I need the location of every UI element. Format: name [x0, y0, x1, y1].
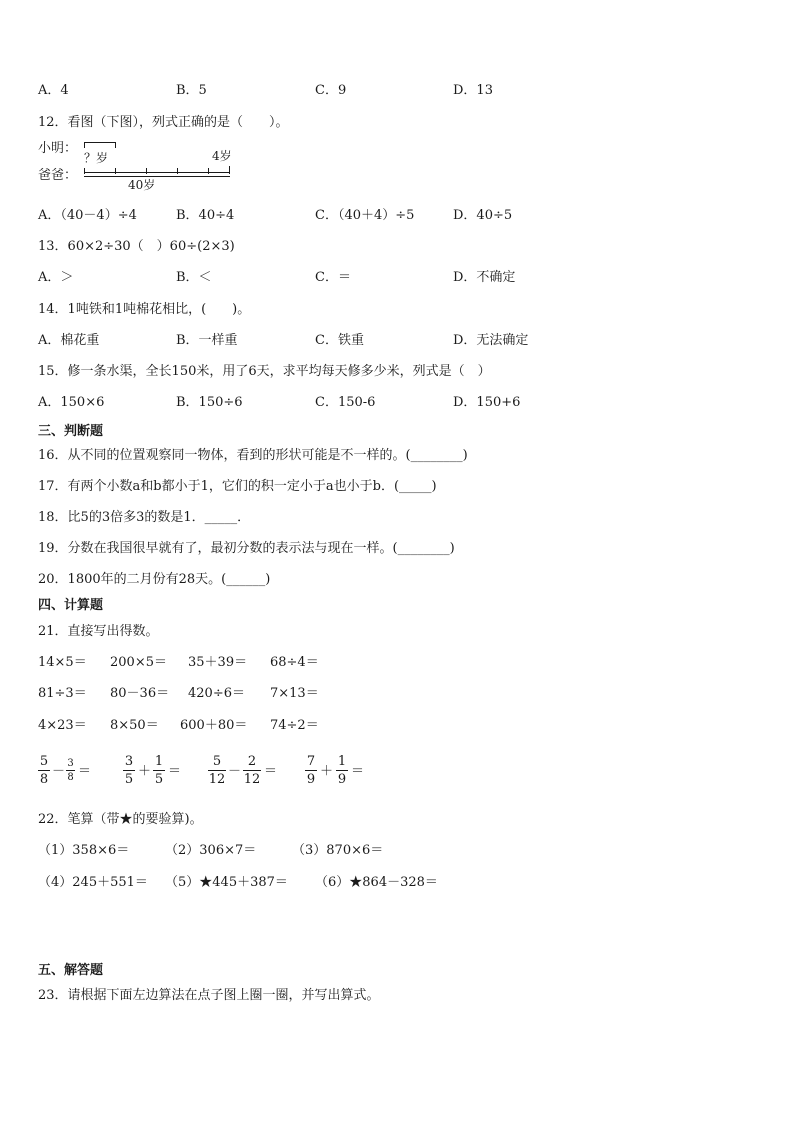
figure-diff-age: 4岁 — [212, 149, 232, 163]
q15-option-c[interactable]: C．150-6 — [315, 395, 376, 410]
denominator: 12 — [208, 772, 226, 787]
q13-stem: 13．60×2÷30（ ）60÷(2×3) — [38, 239, 235, 254]
q15-option-a[interactable]: A．150×6 — [38, 395, 105, 410]
q22-item-3: （3）870×6＝ — [292, 843, 384, 858]
xiaoming-bar-tick — [84, 142, 85, 148]
q16: 16．从不同的位置观察同一物体，看到的形状可能是不一样的。(________) — [38, 448, 468, 463]
q13-option-a[interactable]: A．＞ — [38, 270, 74, 285]
figure-unknown-age: ？岁 — [84, 151, 109, 165]
numerator: 5 — [39, 754, 49, 769]
q21-stem: 21．直接写出得数。 — [38, 624, 159, 639]
q12-option-b[interactable]: B．40÷4 — [176, 208, 235, 223]
q21-item: 8×50＝ — [110, 718, 159, 733]
q22-item-4: （4）245＋551＝ — [38, 875, 148, 890]
section3-title: 三、判断题 — [38, 424, 104, 439]
q21-item: 200×5＝ — [110, 655, 167, 670]
baba-bar-tick — [115, 168, 116, 174]
denominator: 12 — [243, 772, 261, 787]
numerator: 1 — [154, 754, 164, 769]
fraction — [38, 754, 50, 787]
q14-option-b[interactable]: B．一样重 — [176, 333, 238, 348]
q21-item: 7×13＝ — [270, 686, 319, 701]
q15-option-d[interactable]: D．150+6 — [453, 395, 521, 410]
q21-item: 80－36＝ — [110, 686, 170, 701]
figure-xiaoming-label: 小明： — [38, 141, 78, 156]
q11-option-d[interactable]: D．13 — [453, 83, 493, 98]
q21-item: 4×23＝ — [38, 718, 87, 733]
baba-bar-tick — [208, 168, 209, 174]
equals: ＝ — [264, 764, 278, 779]
baba-bar-tick — [177, 168, 178, 174]
q15-option-b[interactable]: B．150÷6 — [176, 395, 243, 410]
numerator: 2 — [247, 754, 257, 769]
q22-stem: 22．笔算（带★的要验算)。 — [38, 812, 203, 827]
q15-stem: 15．修一条水渠，全长150米，用了6天，求平均每天修多少米，列式是（ ） — [38, 364, 491, 379]
operator: ＋ — [320, 764, 334, 779]
figure-total-age: 40岁 — [128, 178, 156, 192]
denominator: 5 — [154, 772, 164, 787]
operator: ＋ — [138, 764, 152, 779]
q11-option-b[interactable]: B．5 — [176, 83, 207, 98]
q14-option-c[interactable]: C．铁重 — [315, 333, 364, 348]
baba-bar-tick — [229, 166, 230, 174]
q22-item-2: （2）306×7＝ — [165, 843, 257, 858]
q12-option-a[interactable]: A．（40－4）÷4 — [38, 208, 137, 223]
q17: 17．有两个小数a和b都小于1，它们的积一定小于a也小于b．(_____) — [38, 479, 437, 494]
xiaoming-bar-tick — [115, 142, 116, 148]
q14-option-d[interactable]: D．无法确定 — [453, 333, 529, 348]
fraction — [123, 754, 135, 787]
fraction — [66, 758, 75, 783]
q23-stem: 23．请根据下面左边算法在点子图上圈一圈，并写出算式。 — [38, 988, 380, 1003]
fraction — [243, 754, 261, 787]
q14-stem: 14．1吨铁和1吨棉花相比，( )。 — [38, 302, 251, 317]
q12-option-d[interactable]: D．40÷5 — [453, 208, 513, 223]
fraction — [305, 754, 317, 787]
q19: 19．分数在我国很早就有了，最初分数的表示法与现在一样。(________) — [38, 541, 455, 556]
q21-item: 600＋80＝ — [180, 718, 248, 733]
operator: － — [52, 764, 66, 779]
q12-option-c[interactable]: C．（40＋4）÷5 — [315, 208, 415, 223]
q13-option-b[interactable]: B．＜ — [176, 270, 212, 285]
q21-item: 74÷2＝ — [270, 718, 319, 733]
q21-item: 420÷6＝ — [188, 686, 245, 701]
baba-bar-tick — [146, 168, 147, 174]
q21-item: 68÷4＝ — [270, 655, 319, 670]
q22-item-5: （5）★445＋387＝ — [165, 875, 288, 890]
equals: ＝ — [78, 764, 92, 779]
q22-item-6: （6）★864－328＝ — [315, 875, 438, 890]
q20: 20．1800年的二月份有28天。(______) — [38, 572, 271, 587]
denominator: 5 — [124, 772, 134, 787]
q22-item-1: （1）358×6＝ — [38, 843, 130, 858]
numerator: 3 — [124, 754, 134, 769]
q14-option-a[interactable]: A．棉花重 — [38, 333, 100, 348]
denominator: 8 — [67, 772, 74, 783]
fraction — [208, 754, 226, 787]
operator: － — [228, 764, 242, 779]
numerator: 7 — [306, 754, 316, 769]
fraction — [153, 754, 165, 787]
denominator: 9 — [337, 772, 347, 787]
q12-figure — [38, 138, 258, 196]
figure-baba-label: 爸爸： — [38, 168, 78, 183]
denominator: 8 — [39, 772, 49, 787]
q18: 18．比5的3倍多3的数是1．_____． — [38, 510, 251, 525]
section4-title: 四、计算题 — [38, 598, 104, 613]
numerator: 3 — [67, 758, 74, 769]
numerator: 1 — [337, 754, 347, 769]
q11-option-c[interactable]: C．9 — [315, 83, 347, 98]
q21-item: 35＋39＝ — [188, 655, 248, 670]
q21-item: 81÷3＝ — [38, 686, 87, 701]
q12-stem: 12．看图（下图），列式正确的是（ ）。 — [38, 115, 289, 130]
baba-bar-tick — [84, 168, 85, 174]
q11-option-a[interactable]: A．4 — [38, 83, 69, 98]
section5-title: 五、解答题 — [38, 963, 104, 978]
q13-option-d[interactable]: D．不确定 — [453, 270, 516, 285]
q21-item: 14×5＝ — [38, 655, 87, 670]
total-brace — [84, 176, 230, 177]
fraction — [336, 754, 348, 787]
q13-option-c[interactable]: C．＝ — [315, 270, 351, 285]
numerator: 5 — [212, 754, 222, 769]
equals: ＝ — [351, 764, 365, 779]
xiaoming-bar — [84, 142, 116, 143]
denominator: 9 — [306, 772, 316, 787]
equals: ＝ — [168, 764, 182, 779]
